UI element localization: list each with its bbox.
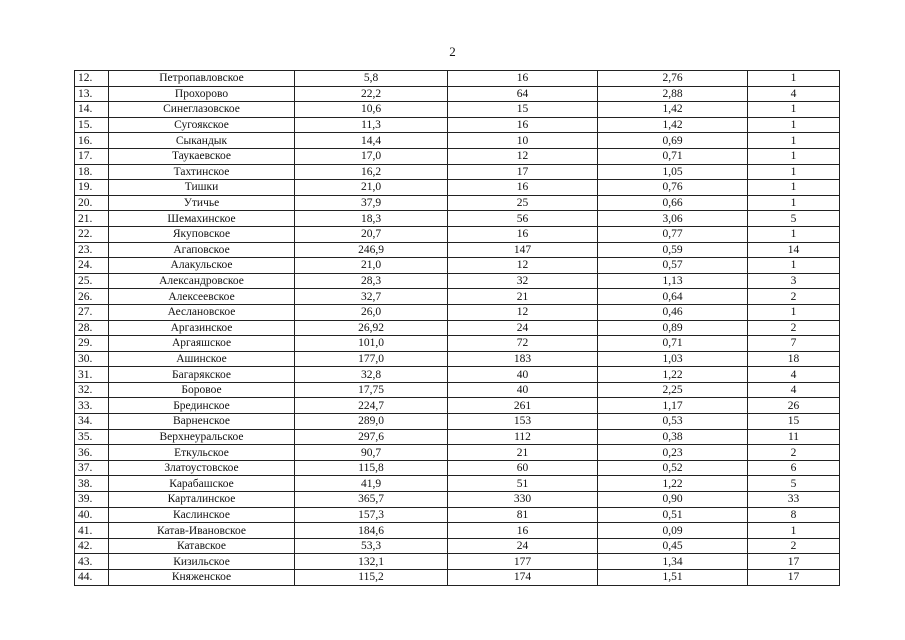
value-3: 0,76 [598, 180, 748, 196]
value-2: 147 [448, 242, 598, 258]
table-row [75, 336, 840, 352]
value-1: 365,7 [295, 492, 448, 508]
value-1: 17,0 [295, 148, 448, 164]
row-number: 37. [75, 460, 109, 476]
value-3: 0,46 [598, 304, 748, 320]
value-3: 1,22 [598, 476, 748, 492]
value-2: 64 [448, 86, 598, 102]
settlement-name: Златоустовское [109, 460, 295, 476]
row-number: 44. [75, 570, 109, 586]
data-table [74, 70, 840, 586]
settlement-name: Агаповское [109, 242, 295, 258]
value-3: 0,77 [598, 226, 748, 242]
row-number: 16. [75, 133, 109, 149]
table-row [75, 102, 840, 118]
value-3: 1,51 [598, 570, 748, 586]
row-number: 27. [75, 304, 109, 320]
table-row [75, 195, 840, 211]
value-4: 2 [748, 320, 840, 336]
row-number: 41. [75, 523, 109, 539]
settlement-name: Катавское [109, 538, 295, 554]
value-2: 15 [448, 102, 598, 118]
table-row [75, 507, 840, 523]
settlement-name: Катав-Ивановское [109, 523, 295, 539]
value-4: 4 [748, 382, 840, 398]
value-2: 10 [448, 133, 598, 149]
value-4: 7 [748, 336, 840, 352]
table-row [75, 460, 840, 476]
value-3: 0,89 [598, 320, 748, 336]
value-2: 40 [448, 367, 598, 383]
value-2: 261 [448, 398, 598, 414]
value-4: 1 [748, 133, 840, 149]
row-number: 32. [75, 382, 109, 398]
value-3: 1,34 [598, 554, 748, 570]
value-4: 1 [748, 71, 840, 87]
value-2: 32 [448, 273, 598, 289]
row-number: 43. [75, 554, 109, 570]
row-number: 18. [75, 164, 109, 180]
row-number: 14. [75, 102, 109, 118]
row-number: 20. [75, 195, 109, 211]
value-1: 10,6 [295, 102, 448, 118]
value-2: 330 [448, 492, 598, 508]
settlement-name: Варненское [109, 414, 295, 430]
value-2: 72 [448, 336, 598, 352]
value-2: 24 [448, 320, 598, 336]
value-4: 1 [748, 102, 840, 118]
value-1: 289,0 [295, 414, 448, 430]
value-1: 20,7 [295, 226, 448, 242]
value-4: 17 [748, 570, 840, 586]
value-2: 16 [448, 71, 598, 87]
table-row [75, 429, 840, 445]
value-3: 1,42 [598, 117, 748, 133]
row-number: 23. [75, 242, 109, 258]
row-number: 29. [75, 336, 109, 352]
value-4: 1 [748, 523, 840, 539]
row-number: 13. [75, 86, 109, 102]
value-3: 0,59 [598, 242, 748, 258]
row-number: 30. [75, 351, 109, 367]
value-1: 53,3 [295, 538, 448, 554]
value-3: 0,66 [598, 195, 748, 211]
value-3: 0,57 [598, 258, 748, 274]
value-3: 0,64 [598, 289, 748, 305]
row-number: 40. [75, 507, 109, 523]
value-1: 11,3 [295, 117, 448, 133]
value-2: 12 [448, 304, 598, 320]
table-row [75, 86, 840, 102]
row-number: 25. [75, 273, 109, 289]
value-4: 1 [748, 164, 840, 180]
value-1: 26,92 [295, 320, 448, 336]
value-4: 33 [748, 492, 840, 508]
value-3: 0,53 [598, 414, 748, 430]
settlement-name: Тахтинское [109, 164, 295, 180]
value-2: 112 [448, 429, 598, 445]
value-4: 5 [748, 476, 840, 492]
row-number: 12. [75, 71, 109, 87]
value-1: 132,1 [295, 554, 448, 570]
value-1: 18,3 [295, 211, 448, 227]
value-2: 17 [448, 164, 598, 180]
value-2: 12 [448, 148, 598, 164]
value-1: 101,0 [295, 336, 448, 352]
value-4: 1 [748, 148, 840, 164]
settlement-name: Алакульское [109, 258, 295, 274]
value-3: 0,52 [598, 460, 748, 476]
value-4: 4 [748, 367, 840, 383]
value-3: 0,38 [598, 429, 748, 445]
settlement-name: Еткульское [109, 445, 295, 461]
row-number: 31. [75, 367, 109, 383]
value-1: 14,4 [295, 133, 448, 149]
value-3: 1,22 [598, 367, 748, 383]
settlement-name: Утичье [109, 195, 295, 211]
value-1: 17,75 [295, 382, 448, 398]
settlement-name: Шемахинское [109, 211, 295, 227]
value-3: 0,71 [598, 336, 748, 352]
table-row [75, 289, 840, 305]
row-number: 22. [75, 226, 109, 242]
table-row [75, 242, 840, 258]
value-2: 16 [448, 117, 598, 133]
settlement-name: Сыкандык [109, 133, 295, 149]
value-2: 21 [448, 289, 598, 305]
table-row [75, 554, 840, 570]
value-3: 0,45 [598, 538, 748, 554]
settlement-name: Петропавловское [109, 71, 295, 87]
value-4: 5 [748, 211, 840, 227]
table-row [75, 570, 840, 586]
value-1: 297,6 [295, 429, 448, 445]
value-2: 81 [448, 507, 598, 523]
row-number: 34. [75, 414, 109, 430]
value-1: 16,2 [295, 164, 448, 180]
value-4: 1 [748, 117, 840, 133]
row-number: 28. [75, 320, 109, 336]
value-4: 8 [748, 507, 840, 523]
value-3: 0,23 [598, 445, 748, 461]
table-row [75, 398, 840, 414]
value-3: 0,09 [598, 523, 748, 539]
value-1: 21,0 [295, 180, 448, 196]
value-1: 5,8 [295, 71, 448, 87]
value-1: 157,3 [295, 507, 448, 523]
settlement-name: Карталинское [109, 492, 295, 508]
value-3: 0,90 [598, 492, 748, 508]
value-1: 32,7 [295, 289, 448, 305]
value-3: 0,69 [598, 133, 748, 149]
settlement-name: Верхнеуральское [109, 429, 295, 445]
value-3: 0,71 [598, 148, 748, 164]
value-3: 1,05 [598, 164, 748, 180]
value-1: 32,8 [295, 367, 448, 383]
value-1: 90,7 [295, 445, 448, 461]
value-1: 28,3 [295, 273, 448, 289]
value-4: 17 [748, 554, 840, 570]
value-3: 1,17 [598, 398, 748, 414]
row-number: 15. [75, 117, 109, 133]
value-1: 184,6 [295, 523, 448, 539]
value-1: 115,2 [295, 570, 448, 586]
value-1: 37,9 [295, 195, 448, 211]
table-row [75, 164, 840, 180]
value-3: 0,51 [598, 507, 748, 523]
row-number: 39. [75, 492, 109, 508]
value-3: 1,42 [598, 102, 748, 118]
row-number: 42. [75, 538, 109, 554]
value-2: 51 [448, 476, 598, 492]
value-2: 153 [448, 414, 598, 430]
value-4: 14 [748, 242, 840, 258]
value-4: 11 [748, 429, 840, 445]
table-row [75, 523, 840, 539]
value-4: 1 [748, 304, 840, 320]
settlement-name: Брединское [109, 398, 295, 414]
table-row [75, 133, 840, 149]
value-4: 15 [748, 414, 840, 430]
settlement-name: Тишки [109, 180, 295, 196]
settlement-name: Аргаяшское [109, 336, 295, 352]
value-1: 115,8 [295, 460, 448, 476]
settlement-name: Боровое [109, 382, 295, 398]
settlement-name: Аеслановское [109, 304, 295, 320]
table-row [75, 273, 840, 289]
value-1: 21,0 [295, 258, 448, 274]
value-4: 18 [748, 351, 840, 367]
table-row [75, 211, 840, 227]
row-number: 19. [75, 180, 109, 196]
value-2: 16 [448, 226, 598, 242]
value-4: 1 [748, 195, 840, 211]
settlement-name: Синеглазовское [109, 102, 295, 118]
table-row [75, 476, 840, 492]
value-4: 2 [748, 538, 840, 554]
table-row [75, 180, 840, 196]
value-4: 1 [748, 180, 840, 196]
table-row [75, 538, 840, 554]
value-4: 26 [748, 398, 840, 414]
settlement-name: Прохорово [109, 86, 295, 102]
table-row [75, 492, 840, 508]
value-3: 2,76 [598, 71, 748, 87]
page-number: 2 [449, 44, 456, 59]
table-row [75, 304, 840, 320]
value-2: 174 [448, 570, 598, 586]
value-4: 1 [748, 258, 840, 274]
row-number: 24. [75, 258, 109, 274]
value-2: 16 [448, 523, 598, 539]
value-2: 60 [448, 460, 598, 476]
value-2: 177 [448, 554, 598, 570]
value-1: 41,9 [295, 476, 448, 492]
table-row [75, 117, 840, 133]
table-row [75, 148, 840, 164]
row-number: 26. [75, 289, 109, 305]
value-2: 16 [448, 180, 598, 196]
settlement-name: Таукаевское [109, 148, 295, 164]
settlement-name: Каслинское [109, 507, 295, 523]
settlement-name: Карабашское [109, 476, 295, 492]
table-row [75, 320, 840, 336]
value-2: 21 [448, 445, 598, 461]
value-3: 1,03 [598, 351, 748, 367]
row-number: 33. [75, 398, 109, 414]
settlement-name: Багарякское [109, 367, 295, 383]
value-2: 25 [448, 195, 598, 211]
value-2: 183 [448, 351, 598, 367]
row-number: 38. [75, 476, 109, 492]
settlement-name: Кизильское [109, 554, 295, 570]
value-1: 224,7 [295, 398, 448, 414]
settlement-name: Княженское [109, 570, 295, 586]
value-2: 12 [448, 258, 598, 274]
value-1: 177,0 [295, 351, 448, 367]
value-4: 3 [748, 273, 840, 289]
table-row [75, 71, 840, 87]
value-4: 1 [748, 226, 840, 242]
value-2: 40 [448, 382, 598, 398]
table-row [75, 414, 840, 430]
value-3: 1,13 [598, 273, 748, 289]
value-1: 22,2 [295, 86, 448, 102]
row-number: 17. [75, 148, 109, 164]
value-4: 4 [748, 86, 840, 102]
settlement-name: Сугоякское [109, 117, 295, 133]
settlement-name: Алексеевское [109, 289, 295, 305]
table-row [75, 445, 840, 461]
value-1: 246,9 [295, 242, 448, 258]
table-row [75, 382, 840, 398]
settlement-name: Аргазинское [109, 320, 295, 336]
value-3: 2,25 [598, 382, 748, 398]
settlement-name: Якуповское [109, 226, 295, 242]
value-1: 26,0 [295, 304, 448, 320]
settlement-name: Ашинское [109, 351, 295, 367]
table-row [75, 367, 840, 383]
value-3: 3,06 [598, 211, 748, 227]
value-4: 6 [748, 460, 840, 476]
value-2: 24 [448, 538, 598, 554]
settlement-name: Александровское [109, 273, 295, 289]
value-4: 2 [748, 289, 840, 305]
row-number: 36. [75, 445, 109, 461]
table-row [75, 351, 840, 367]
value-3: 2,88 [598, 86, 748, 102]
table-row [75, 226, 840, 242]
table-body [75, 71, 840, 586]
row-number: 35. [75, 429, 109, 445]
row-number: 21. [75, 211, 109, 227]
table-row [75, 258, 840, 274]
value-2: 56 [448, 211, 598, 227]
value-4: 2 [748, 445, 840, 461]
